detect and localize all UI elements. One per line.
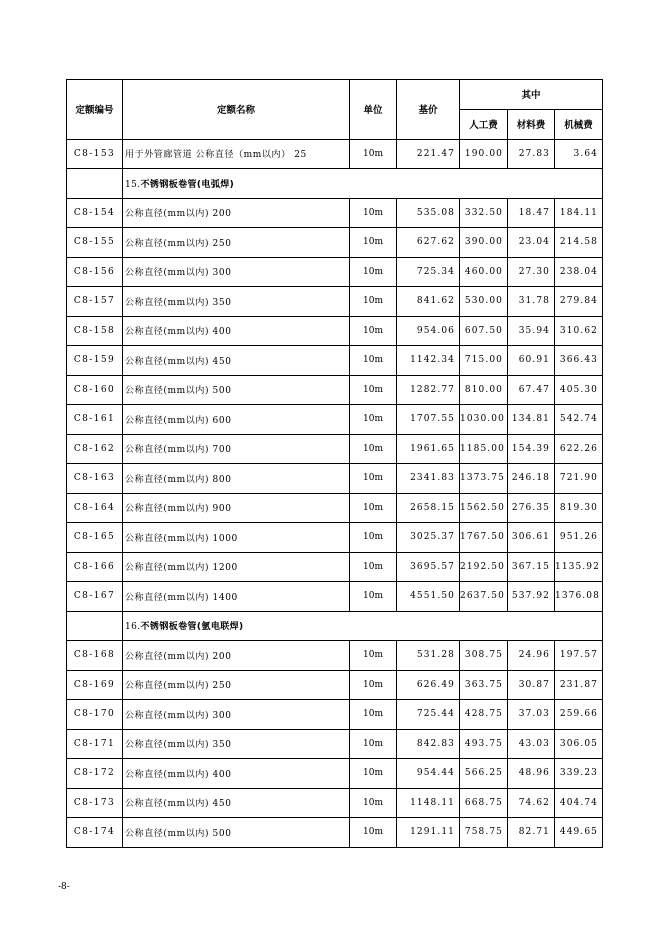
machine-cost: 197.57 [555,641,603,671]
quota-name: 公称直径(mm以内) 450 [123,346,350,376]
base-price: 954.44 [397,759,460,789]
material-cost: 67.47 [508,375,555,405]
quota-code: C8-153 [67,139,123,169]
base-price: 535.08 [397,198,460,228]
material-cost: 537.92 [508,582,555,612]
quota-code: C8-167 [67,582,123,612]
header-of-which: 其中 [460,80,603,110]
section-row [67,169,603,199]
material-cost: 37.03 [508,700,555,730]
labor-cost: 566.25 [460,759,508,789]
material-cost: 48.96 [508,759,555,789]
quota-name: 公称直径(mm以内) 350 [123,287,350,317]
quota-name: 公称直径(mm以内) 500 [123,818,350,848]
table-row [67,641,603,671]
machine-cost: 405.30 [555,375,603,405]
labor-cost: 810.00 [460,375,508,405]
machine-cost: 339.23 [555,759,603,789]
quota-name: 公称直径(mm以内) 300 [123,257,350,287]
material-cost: 74.62 [508,788,555,818]
labor-cost: 715.00 [460,346,508,376]
unit: 10m [350,700,397,730]
table-row [67,346,603,376]
quota-code: C8-159 [67,346,123,376]
quota-name: 公称直径(mm以内) 1400 [123,582,350,612]
base-price: 1291.11 [397,818,460,848]
material-cost: 18.47 [508,198,555,228]
labor-cost: 1030.00 [460,405,508,435]
table-row [67,759,603,789]
machine-cost: 366.43 [555,346,603,376]
quota-code: C8-164 [67,493,123,523]
quota-code: C8-165 [67,523,123,553]
quota-code: C8-166 [67,552,123,582]
labor-cost: 758.75 [460,818,508,848]
table-row [67,700,603,730]
base-price: 3695.57 [397,552,460,582]
page-number: -8- [58,882,70,892]
table-row [67,316,603,346]
machine-cost: 721.90 [555,464,603,494]
quota-code: C8-168 [67,641,123,671]
material-cost: 24.96 [508,641,555,671]
unit: 10m [350,641,397,671]
base-price: 1282.77 [397,375,460,405]
quota-code: C8-156 [67,257,123,287]
labor-cost: 428.75 [460,700,508,730]
unit: 10m [350,316,397,346]
unit: 10m [350,759,397,789]
quota-name: 公称直径(mm以内) 300 [123,700,350,730]
machine-cost: 1376.08 [555,582,603,612]
unit: 10m [350,788,397,818]
machine-cost: 951.26 [555,523,603,553]
header-labor: 人工费 [460,109,508,139]
quota-code: C8-160 [67,375,123,405]
table-row [67,139,603,169]
material-cost: 306.61 [508,523,555,553]
quota-code: C8-169 [67,670,123,700]
unit: 10m [350,818,397,848]
section-title-cell [123,611,603,641]
quota-code: C8-173 [67,788,123,818]
material-cost: 246.18 [508,464,555,494]
base-price: 531.28 [397,641,460,671]
unit: 10m [350,670,397,700]
header-material: 材料费 [508,109,555,139]
table-row [67,493,603,523]
machine-cost: 231.87 [555,670,603,700]
section-number: 16. [125,622,141,633]
section-title: 不锈钢板卷管(电弧焊) [140,179,235,190]
base-price: 842.83 [397,729,460,759]
machine-cost: 214.58 [555,228,603,258]
quota-code: C8-158 [67,316,123,346]
unit: 10m [350,464,397,494]
machine-cost: 259.66 [555,700,603,730]
unit: 10m [350,552,397,582]
base-price: 725.44 [397,700,460,730]
unit: 10m [350,228,397,258]
labor-cost: 607.50 [460,316,508,346]
section-code-cell [67,169,123,199]
table-row [67,405,603,435]
unit: 10m [350,346,397,376]
quota-name: 公称直径(mm以内) 1200 [123,552,350,582]
base-price: 725.34 [397,257,460,287]
table-row [67,523,603,553]
material-cost: 27.83 [508,139,555,169]
machine-cost: 622.26 [555,434,603,464]
unit: 10m [350,493,397,523]
base-price: 2658.15 [397,493,460,523]
base-price: 2341.83 [397,464,460,494]
section-title-cell [123,169,603,199]
base-price: 1707.55 [397,405,460,435]
base-price: 1142.34 [397,346,460,376]
material-cost: 134.81 [508,405,555,435]
quota-name: 公称直径(mm以内) 200 [123,641,350,671]
labor-cost: 308.75 [460,641,508,671]
machine-cost: 310.62 [555,316,603,346]
table-row [67,582,603,612]
machine-cost: 404.74 [555,788,603,818]
quota-code: C8-171 [67,729,123,759]
labor-cost: 668.75 [460,788,508,818]
labor-cost: 190.00 [460,139,508,169]
machine-cost: 1135.92 [555,552,603,582]
quota-name: 公称直径(mm以内) 800 [123,464,350,494]
material-cost: 30.87 [508,670,555,700]
base-price: 1148.11 [397,788,460,818]
machine-cost: 449.65 [555,818,603,848]
quota-name: 公称直径(mm以内) 500 [123,375,350,405]
labor-cost: 1373.75 [460,464,508,494]
quota-name: 用于外管廊管道 公称直径（mm以内） 25 [123,139,350,169]
unit: 10m [350,198,397,228]
base-price: 3025.37 [397,523,460,553]
material-cost: 23.04 [508,228,555,258]
material-cost: 35.94 [508,316,555,346]
quota-name: 公称直径(mm以内) 700 [123,434,350,464]
table-row [67,434,603,464]
labor-cost: 363.75 [460,670,508,700]
unit: 10m [350,139,397,169]
section-code-cell [67,611,123,641]
quota-code: C8-163 [67,464,123,494]
quota-name: 公称直径(mm以内) 250 [123,228,350,258]
unit: 10m [350,287,397,317]
table-body [67,139,603,847]
machine-cost: 279.84 [555,287,603,317]
quota-name: 公称直径(mm以内) 1000 [123,523,350,553]
table-row [67,464,603,494]
quota-code: C8-170 [67,700,123,730]
unit: 10m [350,582,397,612]
labor-cost: 390.00 [460,228,508,258]
machine-cost: 184.11 [555,198,603,228]
unit: 10m [350,729,397,759]
section-row [67,611,603,641]
section-title: 不锈钢板卷管(氩电联焊) [140,622,244,633]
quota-code: C8-154 [67,198,123,228]
labor-cost: 1767.50 [460,523,508,553]
quota-name: 公称直径(mm以内) 600 [123,405,350,435]
header-base-price: 基价 [397,80,460,140]
base-price: 221.47 [397,139,460,169]
material-cost: 367.15 [508,552,555,582]
quota-code: C8-161 [67,405,123,435]
unit: 10m [350,375,397,405]
table-row [67,228,603,258]
labor-cost: 460.00 [460,257,508,287]
material-cost: 82.71 [508,818,555,848]
header-code: 定额编号 [67,80,123,140]
quota-code: C8-157 [67,287,123,317]
machine-cost: 819.30 [555,493,603,523]
quota-name: 公称直径(mm以内) 400 [123,316,350,346]
quota-name: 公称直径(mm以内) 450 [123,788,350,818]
table-row [67,198,603,228]
material-cost: 154.39 [508,434,555,464]
section-number: 15. [125,179,141,190]
unit: 10m [350,405,397,435]
machine-cost: 238.04 [555,257,603,287]
table-row [67,729,603,759]
labor-cost: 493.75 [460,729,508,759]
table-row [67,788,603,818]
material-cost: 27.30 [508,257,555,287]
quota-table [66,79,603,848]
material-cost: 31.78 [508,287,555,317]
table-row [67,257,603,287]
quota-code: C8-172 [67,759,123,789]
unit: 10m [350,257,397,287]
base-price: 954.06 [397,316,460,346]
quota-name: 公称直径(mm以内) 900 [123,493,350,523]
header-unit: 单位 [350,80,397,140]
quota-code: C8-174 [67,818,123,848]
base-price: 4551.50 [397,582,460,612]
labor-cost: 2637.50 [460,582,508,612]
machine-cost: 306.05 [555,729,603,759]
base-price: 1961.65 [397,434,460,464]
table-row [67,287,603,317]
unit: 10m [350,434,397,464]
table-row [67,375,603,405]
header-name: 定额名称 [123,80,350,140]
material-cost: 276.35 [508,493,555,523]
unit: 10m [350,523,397,553]
labor-cost: 2192.50 [460,552,508,582]
quota-name: 公称直径(mm以内) 250 [123,670,350,700]
table-row [67,818,603,848]
material-cost: 60.91 [508,346,555,376]
table-row [67,670,603,700]
quota-code: C8-162 [67,434,123,464]
machine-cost: 3.64 [555,139,603,169]
machine-cost: 542.74 [555,405,603,435]
base-price: 627.62 [397,228,460,258]
quota-name: 公称直径(mm以内) 400 [123,759,350,789]
quota-code: C8-155 [67,228,123,258]
quota-name: 公称直径(mm以内) 200 [123,198,350,228]
quota-name: 公称直径(mm以内) 350 [123,729,350,759]
base-price: 841.62 [397,287,460,317]
header-machine: 机械费 [555,109,603,139]
material-cost: 43.03 [508,729,555,759]
labor-cost: 530.00 [460,287,508,317]
labor-cost: 1562.50 [460,493,508,523]
table-row [67,552,603,582]
labor-cost: 1185.00 [460,434,508,464]
base-price: 626.49 [397,670,460,700]
labor-cost: 332.50 [460,198,508,228]
